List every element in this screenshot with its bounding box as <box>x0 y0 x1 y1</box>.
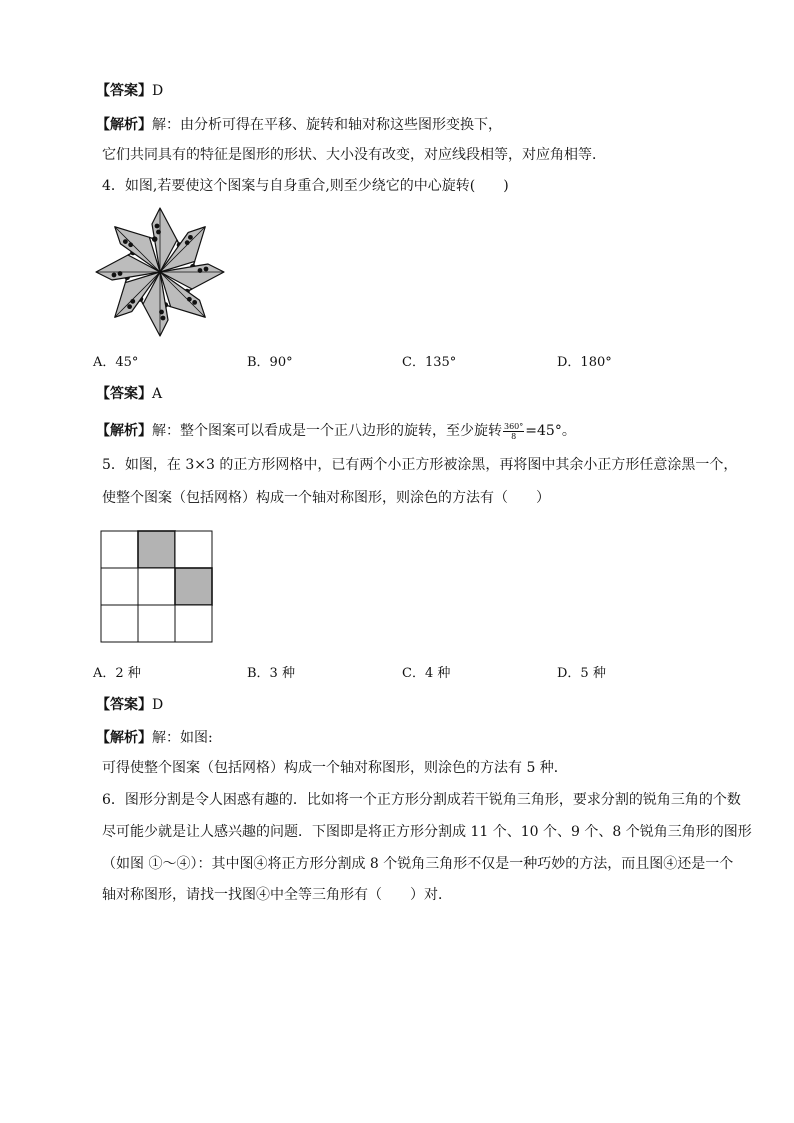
grid-cell-shaded <box>138 531 175 568</box>
q3-answer-value: D <box>152 83 164 99</box>
q5-analysis-continuation: 可得使整个图案（包括网格）构成一个轴对称图形，则涂色的方法有 5 种． <box>102 760 568 776</box>
q5-analysis-line <box>96 728 213 748</box>
q4-answer-tag: 【答案】 <box>96 386 152 402</box>
petal-dot <box>156 230 161 235</box>
q5-answer-line <box>96 695 163 715</box>
q5-answer-tag: 【答案】 <box>96 697 152 713</box>
grid-cell <box>101 605 138 642</box>
grid-cell <box>138 605 175 642</box>
q3-analysis-tag: 【解析】 <box>96 117 152 133</box>
q4-answer-value: A <box>152 386 163 402</box>
q4-fraction <box>503 422 524 441</box>
petal-dot <box>198 268 203 273</box>
q4-option-b: B．90° <box>247 355 293 370</box>
q4-fraction-numerator: 360° <box>504 421 524 431</box>
q3-analysis-continuation: 它们共同具有的特征是图形的形状、大小没有改变，对应线段相等，对应角相等． <box>102 147 606 163</box>
petal-dot <box>112 273 117 278</box>
q5-option-d: D．5 种 <box>557 666 606 681</box>
q5-option-c: C．4 种 <box>402 666 451 681</box>
q5-option-b: B．3 种 <box>247 666 295 681</box>
q3-analysis-line <box>96 115 502 135</box>
q4-stem: 4．如图,若要使这个图案与自身重合,则至少绕它的中心旋转( ) <box>102 178 509 194</box>
q3-answer-line <box>96 81 163 101</box>
petal-dot <box>204 267 209 272</box>
q4-analysis-tag: 【解析】 <box>96 423 152 439</box>
petal-dot <box>159 310 164 315</box>
q6-line1: 6．图形分割是令人困惑有趣的．比如将一个正方形分割成若干锐角三角形，要求分割的锐角三角的个数 <box>102 792 741 808</box>
q3-answer-tag: 【答案】 <box>96 83 152 99</box>
grid-cell <box>175 605 212 642</box>
q4-option-c: C．135° <box>402 355 457 370</box>
q5-stem-line2: 使整个图案（包括网格）构成一个轴对称图形，则涂色的方法有（ ） <box>102 490 550 506</box>
q5-analysis-tag: 【解析】 <box>96 730 152 746</box>
grid-cell <box>101 531 138 568</box>
rotation-pattern-figure <box>90 202 230 342</box>
grid-cell <box>101 568 138 605</box>
q4-analysis-result: =45°。 <box>525 423 576 439</box>
q4-option-d: D．180° <box>557 355 612 370</box>
q4-answer-line <box>96 384 162 404</box>
q5-analysis-text: 解：如图: <box>152 730 213 746</box>
q4-fraction-denominator: 8 <box>511 431 517 441</box>
three-by-three-grid-figure <box>100 530 224 648</box>
q3-analysis-text: 解：由分析可得在平移、旋转和轴对称这些图形变换下， <box>152 117 502 133</box>
grid-cell <box>138 568 175 605</box>
q6-line3: （如图 ①～④）：其中图④将正方形分割成 8 个锐角三角形不仅是一种巧妙的方法，而且图④还是一个 <box>102 856 734 872</box>
q5-stem-line1: 5．如图，在 3×3 的正方形网格中，已有两个小正方形被涂黑，再将图中其余小正方形任意涂黑一个， <box>102 457 738 473</box>
petal-dot <box>155 224 160 229</box>
q4-analysis-text: 解：整个图案可以看成是一个正八边形的旋转，至少旋转 <box>152 423 502 439</box>
q4-option-a: A．45° <box>93 355 139 370</box>
q4-analysis-line <box>96 421 576 441</box>
q5-answer-value: D <box>152 697 164 713</box>
grid-cell-shaded <box>175 568 212 605</box>
petal-dot <box>118 271 123 276</box>
q5-option-a: A．2 种 <box>93 666 141 681</box>
petal-dot <box>161 316 166 321</box>
q6-line2: 尽可能少就是让人感兴趣的问题．下图即是将正方形分割成 11 个、10 个、9 个、8 个锐角三角形的图形 <box>102 824 752 840</box>
q6-line4: 轴对称图形，请找一找图④中全等三角形有（ ）对． <box>102 887 452 903</box>
grid-cell <box>175 531 212 568</box>
